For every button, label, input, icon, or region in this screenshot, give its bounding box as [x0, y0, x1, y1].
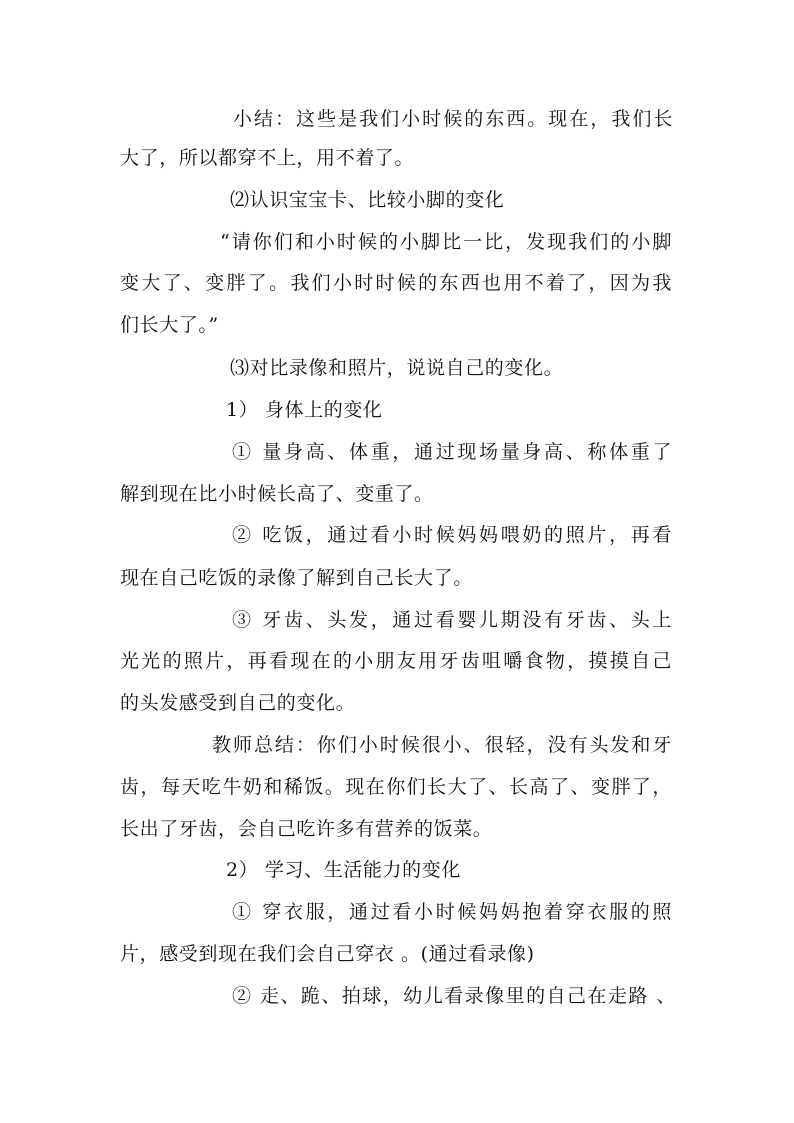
text-line: 们长大了。” [120, 314, 219, 336]
text-line: ② 吃饭，通过看小时候妈妈喂奶的照片，再看 [232, 524, 672, 546]
text-line: ① 量身高、体重，通过现场量身高、称体重了 [232, 441, 672, 463]
text-line: 变大了、变胖了。我们小时时候的东西也用不着了，因为我 [120, 272, 672, 294]
text-line: 齿，每天吃牛奶和稀饭。现在你们长大了、长高了、变胖了， [120, 776, 672, 798]
text-line: 大了，所以都穿不上，用不着了。 [120, 147, 415, 169]
text-line: ⑵认识宝宝卡、比较小脚的变化 [230, 189, 505, 211]
text-line: 1） 身体上的变化 [226, 399, 383, 421]
text-line: 片，感受到现在我们会自己穿衣 。(通过看录像) [120, 943, 535, 965]
text-line: 的头发感受到自己的变化。 [120, 692, 356, 714]
text-line: 解到现在比小时候长高了、变重了。 [120, 483, 434, 505]
text-line: 教师总结：你们小时候很小、很轻，没有头发和牙 [212, 734, 672, 756]
text-line: 长出了牙齿，会自己吃许多有营养的饭菜。 [120, 818, 493, 840]
text-line: 2） 学习、生活能力的变化 [226, 859, 461, 881]
text-line: 现在自己吃饭的录像了解到自己长大了。 [120, 567, 473, 589]
text-line: “请你们和小时候的小脚比一比，发现我们的小脚 [220, 231, 672, 253]
text-line: 小结：这些是我们小时候的东西。现在，我们长 [233, 108, 673, 130]
text-line: ① 穿衣服，通过看小时候妈妈抱着穿衣服的照 [232, 901, 672, 923]
text-line: ② 走、跪、拍球，幼儿看录像里的自己在走路 、 [232, 985, 676, 1007]
text-line: ③ 牙齿、头发，通过看婴儿期没有牙齿、头上 [232, 609, 672, 631]
text-line: ⑶对比录像和照片，说说自己的变化。 [230, 357, 564, 379]
text-line: 光光的照片，再看现在的小朋友用牙齿咀嚼食物，摸摸自己 [120, 650, 672, 672]
